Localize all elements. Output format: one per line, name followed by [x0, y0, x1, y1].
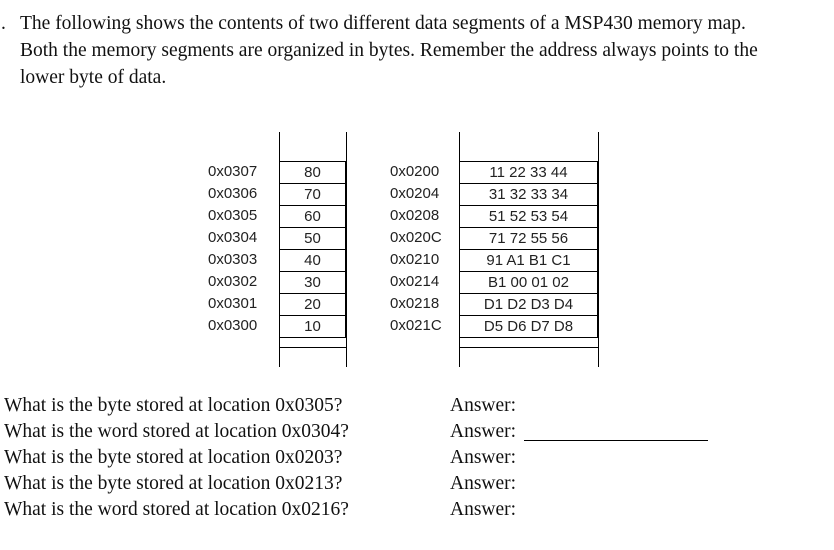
- memory-cell: 91 A1 B1 C1: [459, 249, 598, 272]
- memory-cell: 40: [279, 249, 346, 272]
- memory-address: 0x0200: [390, 163, 440, 180]
- answer-row-5: [450, 497, 516, 523]
- memory-cell: 60: [279, 205, 346, 228]
- question-5: What is the word stored at location 0x0216?: [4, 499, 349, 520]
- memory-cell: 10: [279, 315, 346, 338]
- memory-cell: B1 00 01 02: [459, 271, 598, 294]
- memory-address: 0x0210: [390, 251, 440, 268]
- question-1: What is the byte stored at location 0x0305?: [4, 395, 343, 416]
- answer-label: Answer:: [450, 447, 517, 468]
- memory-cell: 80: [279, 161, 346, 184]
- memory-address: 0x0300: [208, 317, 258, 334]
- memory-address: 0x020C: [390, 229, 442, 246]
- memory-address: 0x0208: [390, 207, 440, 224]
- question-4: What is the byte stored at location 0x0213?: [4, 473, 343, 494]
- answer-blank-line[interactable]: [524, 440, 708, 441]
- memory-address: 0x0302: [208, 273, 258, 290]
- answer-row-2: [450, 419, 516, 445]
- answer-label: Answer:: [450, 473, 517, 494]
- memory-address: 0x021C: [390, 317, 442, 334]
- question-3: What is the byte stored at location 0x0203?: [4, 447, 343, 468]
- answer-row-4: [450, 471, 516, 497]
- memory-cell: 11 22 33 44: [459, 161, 598, 184]
- question-2: What is the word stored at location 0x0304?: [4, 421, 349, 442]
- answer-label: Answer:: [450, 395, 517, 416]
- memory-address: 0x0303: [208, 251, 258, 268]
- intro-line-3: lower byte of data.: [20, 67, 167, 88]
- memory-rail-right: [598, 132, 599, 367]
- answers-list: [450, 393, 516, 523]
- memory-address: 0x0218: [390, 295, 440, 312]
- memory-address: 0x0304: [208, 229, 258, 246]
- questions-list: [4, 393, 349, 523]
- memory-cell: 30: [279, 271, 346, 294]
- memory-address: 0x0301: [208, 295, 258, 312]
- memory-cell: D5 D6 D7 D8: [459, 315, 598, 338]
- memory-address: 0x0204: [390, 185, 440, 202]
- answer-row-1: [450, 393, 516, 419]
- memory-cell: 20: [279, 293, 346, 316]
- memory-address: 0x0307: [208, 163, 258, 180]
- memory-address: 0x0214: [390, 273, 440, 290]
- answer-row-3: [450, 445, 516, 471]
- memory-cell: 71 72 55 56: [459, 227, 598, 250]
- memory-empty-cell-line: [459, 347, 598, 348]
- memory-cell: D1 D2 D3 D4: [459, 293, 598, 316]
- list-bullet: .: [1, 13, 6, 34]
- intro-line-1: The following shows the contents of two different data segments of a MSP430 memory map.: [20, 13, 746, 34]
- memory-cell: 31 32 33 34: [459, 183, 598, 206]
- memory-cell: 70: [279, 183, 346, 206]
- answer-label: Answer:: [450, 421, 517, 442]
- answer-label: Answer:: [450, 499, 517, 520]
- memory-cell: 51 52 53 54: [459, 205, 598, 228]
- memory-address: 0x0305: [208, 207, 258, 224]
- memory-cell: 50: [279, 227, 346, 250]
- intro-line-2: Both the memory segments are organized in bytes. Remember the address always points to the: [20, 40, 758, 61]
- memory-address: 0x0306: [208, 185, 258, 202]
